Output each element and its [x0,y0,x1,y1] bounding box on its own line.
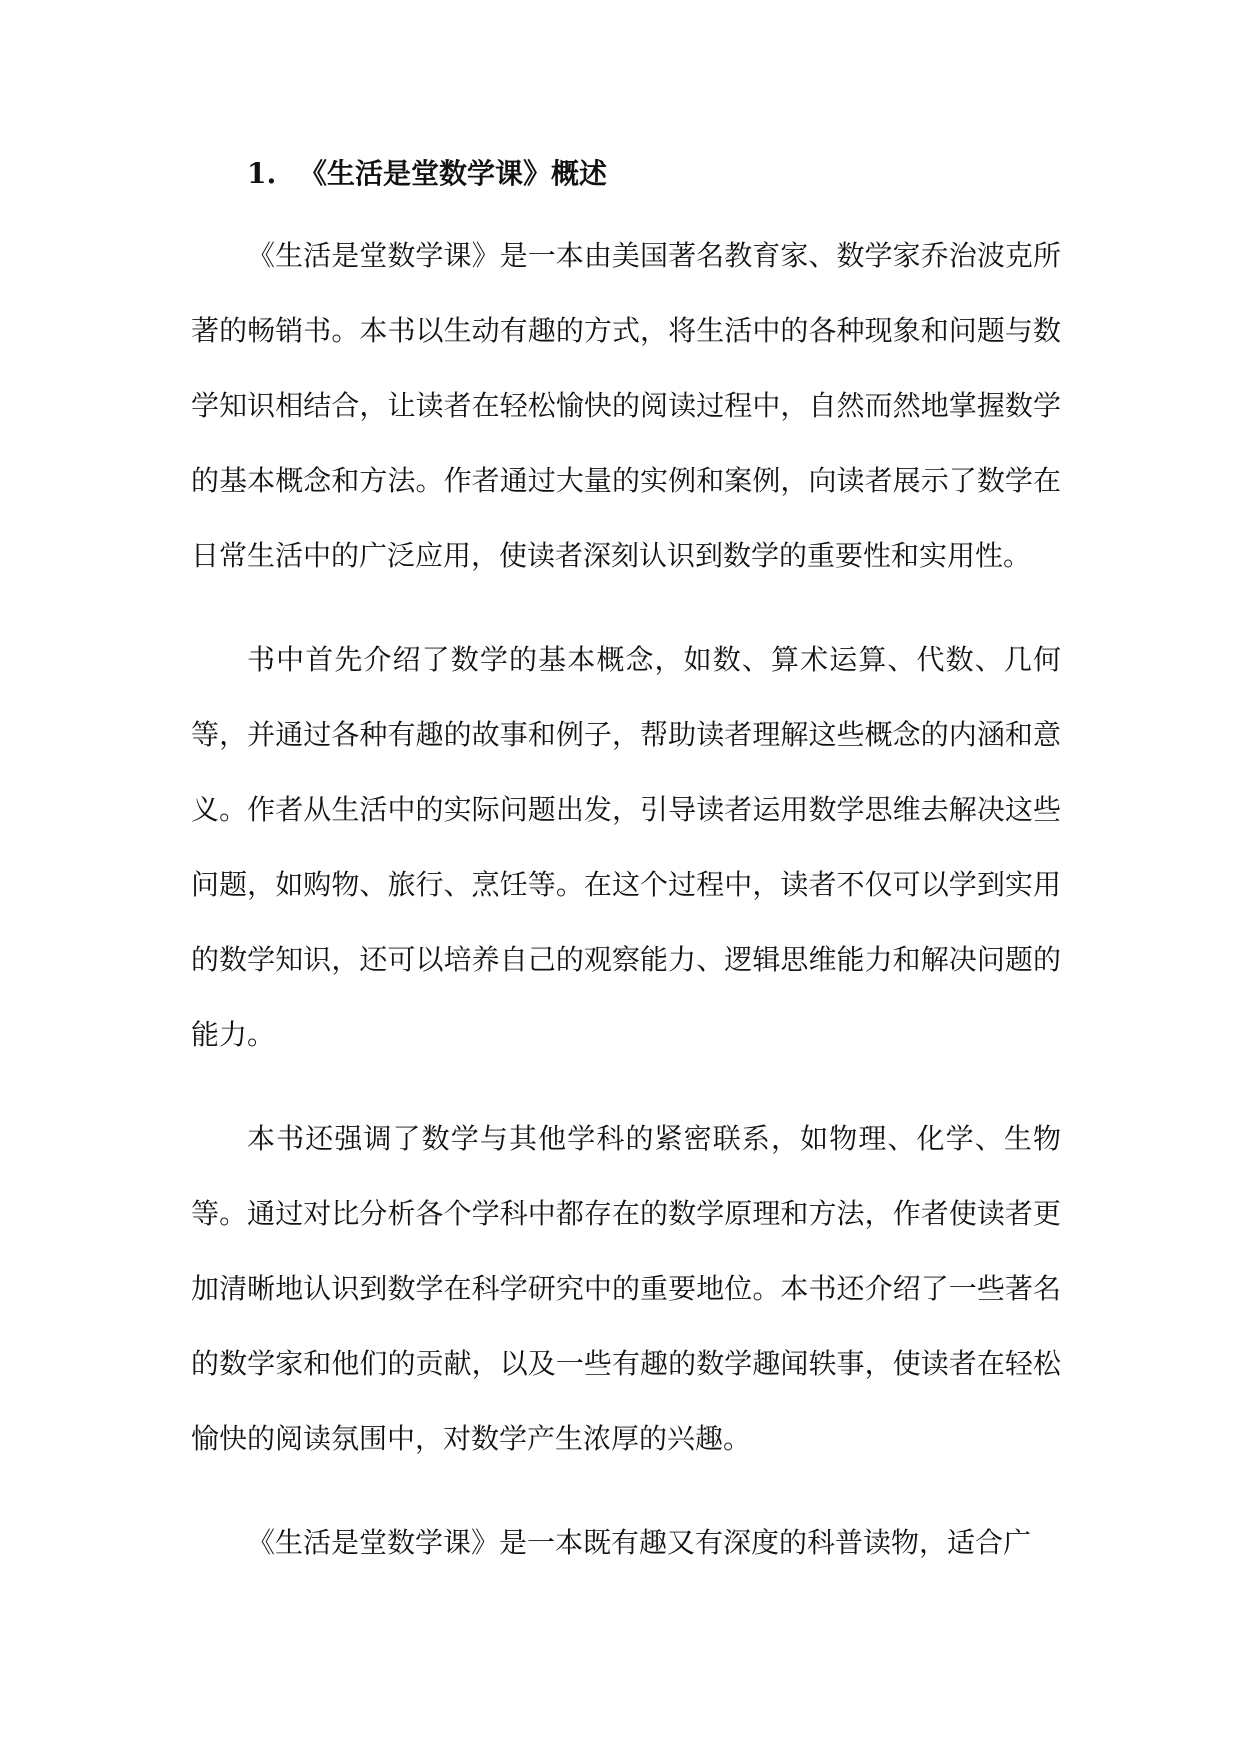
paragraph-basic-concepts: 书中首先介绍了数学的基本概念，如数、算术运算、代数、几何等，并通过各种有趣的故事和例子，帮助读者理解这些概念的内涵和意义。作者从生活中的实际问题出发，引导读者运用数学思维去解决这些问题，如购物、旅行、烹饪等。在这个过程中，读者不仅可以学到实用的数学知识，还可以培养自己的观察能力、逻辑思维能力和解决问题的能力。 [191,643,1061,1051]
body-text [191,218,1061,1609]
paragraph-overview: 《生活是堂数学课》是一本由美国著名教育家、数学家乔治波克所著的畅销书。本书以生动有趣的方式，将生活中的各种现象和问题与数学知识相结合，让读者在轻松愉快的阅读过程中，自然而然地掌握数学的基本概念和方法。作者通过大量的实例和案例，向读者展示了数学在日常生活中的广泛应用，使读者深刻认识到数学的重要性和实用性。 [191,239,1061,572]
section-title: 《生活是堂数学课》概述 [299,157,608,190]
section-number: 1. [247,157,277,190]
section-heading [247,150,607,198]
paragraph-conclusion: 《生活是堂数学课》是一本既有趣又有深度的科普读物，适合广 [247,1526,1032,1559]
paragraph-interdisciplinary: 本书还强调了数学与其他学科的紧密联系，如物理、化学、生物等。通过对比分析各个学科中都存在的数学原理和方法，作者使读者更加清晰地认识到数学在科学研究中的重要地位。本书还介绍了一些著名的数学家和他们的贡献，以及一些有趣的数学趣闻轶事，使读者在轻松愉快的阅读氛围中，对数学产生浓厚的兴趣。 [191,1122,1061,1455]
